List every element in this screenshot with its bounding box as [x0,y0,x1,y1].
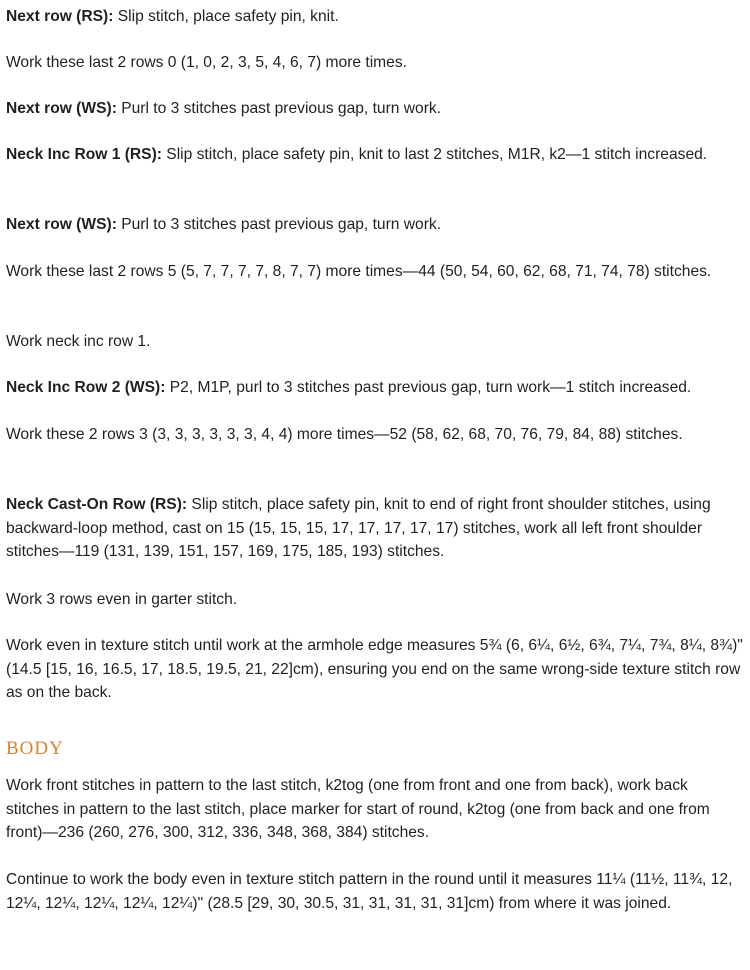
row-text: Work these 2 rows 3 (3, 3, 3, 3, 3, 3, 4, 4) more times—52 (58, 62, 68, 70, 76, 79, 84, 88) stitches. [6,426,683,443]
row-text: Work neck inc row 1. [6,333,151,350]
row-text: Purl to 3 stitches past previous gap, turn work. [116,100,442,117]
row-text: Slip stitch, place safety pin, knit. [113,8,339,25]
row-text: Work 3 rows even in garter stitch. [6,591,238,608]
row-label: Neck Cast-On Row (RS): [6,496,188,513]
instruction-next-row-rs [6,5,744,29]
row-label: Next row (WS): [6,216,117,233]
instruction-next-row-ws-2 [6,213,744,237]
row-text: Continue to work the body even in texture stitch pattern in the round until it measures 11¼ (11½, 11¾, 12, 12¼, 12¼, 12¼, 12¼, 12¼)" (28.5 [29, 30, 30.5, 31, 31, 31, 31, 31]cm) from where it was joined. [6,871,733,912]
instruction-next-row-ws [6,97,744,121]
instruction-neck-inc-row-2 [6,376,744,400]
instruction-neck-inc-row-1 [6,143,744,167]
row-label: Next row (RS): [6,8,114,25]
row-text: Purl to 3 stitches past previous gap, turn work. [116,216,442,233]
row-text: P2, M1P, purl to 3 stitches past previous gap, turn work—1 stitch increased. [165,379,692,396]
row-label: Neck Inc Row 1 (RS): [6,146,162,163]
row-label: Next row (WS): [6,100,117,117]
body-instruction-continue [6,868,744,915]
section-heading-body: BODY [6,738,64,759]
instruction-garter-rows [6,588,744,612]
instruction-work-neck-inc [6,330,744,354]
row-label: Neck Inc Row 2 (WS): [6,379,166,396]
instruction-neck-cast-on [6,493,744,564]
instruction-texture-stitch [6,634,744,705]
instruction-repeat-rows-3 [6,423,744,447]
row-text: Work these last 2 rows 0 (1, 0, 2, 3, 5, 4, 6, 7) more times. [6,54,407,71]
instruction-repeat-rows [6,51,744,75]
row-text: Work these last 2 rows 5 (5, 7, 7, 7, 7, 8, 7, 7) more times—44 (50, 54, 60, 62, 68, 71, 74, 78) stitches. [6,263,712,280]
row-text: Slip stitch, place safety pin, knit to last 2 stitches, M1R, k2—1 stitch increased. [161,146,708,163]
body-instruction-join [6,774,744,845]
row-text: Slip stitch, place safety pin, knit to end of right front shoulder stitches, using backward-loop method, cast on 15 (15, 15, 15, 17, 17, 17, 17, 17) stitches, work all left front shoulder stitches—119 (131, 139, 151, 157, 169, 175, 185, 193) stitches. [6,496,711,560]
row-text: Work even in texture stitch until work at the armhole edge measures 5¾ (6, 6¼, 6½, 6¾, 7¼, 7¾, 8¼, 8¾)" (14.5 [15, 16, 16.5, 17, 18.5, 19.5, 21, 22]cm), ensuring you end on the same wrong-side texture stitch row as on the back. [6,637,743,701]
row-text: Work front stitches in pattern to the last stitch, k2tog (one from front and one from back), work back stitches in pattern to the last stitch, place marker for start of round, k2tog (one from back and one from front)—236 (260, 276, 300, 312, 336, 348, 368, 384) stitches. [6,777,710,841]
instruction-repeat-rows-2 [6,260,744,284]
